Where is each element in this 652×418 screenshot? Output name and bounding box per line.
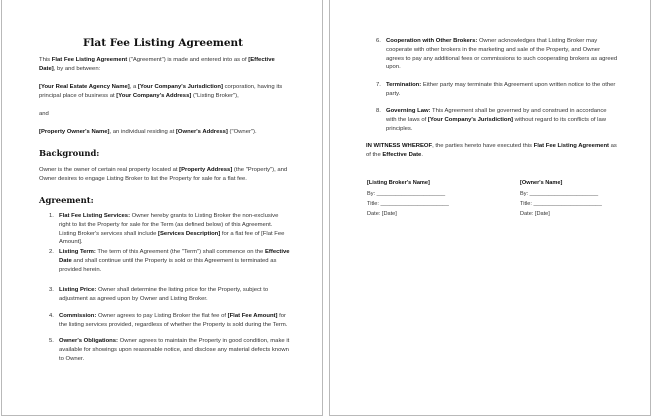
text-run: Owner hereby grants to Listing Broker the non-exclusive right to list the Property for sale for the Term (as defined below) of this Agreement. Listing Broker's services shall include [59, 213, 279, 237]
text-run: ("Agreement") is made and entered into as of [127, 57, 249, 63]
list-item-number: 5. [49, 338, 54, 344]
text-run: ("Listing Broker"), [191, 92, 239, 99]
text-run: without regard to its conflicts of law principles. [386, 116, 606, 132]
bold-text-run: Termination: [386, 82, 422, 88]
text-run: This [39, 57, 52, 63]
text-run: as of the [366, 143, 617, 158]
bold-text-run: Flat Fee Listing Agreement [533, 143, 610, 149]
text-run: . [421, 151, 423, 158]
bold-text-run: Flat Fee Listing Agreement [51, 57, 128, 63]
text-run: and [39, 111, 49, 117]
list-item [386, 107, 618, 133]
list-item [59, 248, 291, 274]
text-run: Owner acknowledges that Listing Broker may cooperate with other brokers in the marketing and sale of the Property, and Owner agrees to pay any additional fees or commissions to such cooperating brokers as agreed upon. [386, 38, 618, 71]
text-run: for a flat fee of [Flat Fee Amount]. [59, 230, 285, 246]
text-run: Owner shall determine the listing price for the Property, subject to adjustment as agreed upon by Owner and Listing Broker. [59, 287, 269, 302]
agreement-heading: Agreement: [39, 195, 94, 205]
text-run: for the listing services provided, regardless of whether the Property is sold during the Term. [59, 313, 288, 328]
list-item [59, 286, 291, 304]
text-run: The term of this Agreement (the "Term") shall commence on the [95, 249, 265, 255]
bold-text-run: Listing Price: [59, 287, 97, 293]
bold-text-run: [Services Description] [158, 230, 221, 237]
signature-date: Date: [Date] [520, 211, 550, 217]
bold-text-run: IN WITNESS WHEREOF [366, 143, 433, 149]
list-item [386, 37, 618, 72]
bold-text-run: Owner's Obligations: [59, 338, 119, 344]
bold-text-run: [Your Company's Address] [116, 92, 192, 99]
text-run: Owner agrees to maintain the Property in good condition, make it available for showings upon reasonable notice, and disclose any material defects known to Owner. [59, 338, 290, 362]
document-page-1 [1, 0, 323, 416]
bold-text-run: Cooperation with Other Brokers: [386, 38, 478, 44]
signature-title: Title: ______________________ [367, 201, 449, 207]
list-item-number: 4. [49, 313, 54, 319]
list-item-number: 3. [49, 287, 54, 293]
bold-text-run: [Owner's Address] [175, 129, 228, 135]
signature-by: By: ______________________ [367, 191, 446, 197]
party2-paragraph [39, 128, 289, 137]
text-run: Owner agrees to pay Listing Broker the flat fee of [96, 313, 228, 319]
background-paragraph [39, 166, 289, 184]
text-run: This Agreement shall be governed by and construed in accordance with the laws of [386, 108, 607, 123]
signature-date: Date: [Date] [367, 211, 397, 217]
background-heading: Background: [39, 148, 100, 158]
intro-paragraph [39, 56, 289, 74]
list-item-number: 6. [376, 38, 381, 44]
document-page-2 [329, 0, 651, 416]
list-item-number: 8. [376, 108, 381, 114]
signature-block-owner [520, 180, 602, 217]
party1-paragraph [39, 83, 289, 101]
bold-text-run: [Flat Fee Amount] [227, 313, 278, 319]
text-run: Either party may terminate this Agreement upon written notice to the other party. [386, 82, 616, 97]
list-item [59, 337, 291, 363]
signature-by: By: ______________________ [520, 191, 599, 197]
signature-title: Title: ______________________ [520, 201, 602, 207]
text-run: , by and between: [53, 65, 101, 72]
witness-paragraph [366, 142, 621, 160]
bold-text-run: [Property Address] [179, 167, 233, 173]
list-item-number: 2. [49, 249, 54, 255]
document-title: Flat Fee Listing Agreement [82, 37, 244, 49]
bold-text-run: [Your Real Estate Agency Name] [39, 84, 130, 90]
bold-text-run: Listing Term: [59, 249, 96, 255]
bold-text-run: Commission: [59, 313, 97, 319]
signature-name: [Listing Broker's Name] [367, 180, 430, 186]
list-item [59, 312, 291, 330]
text-run: (the "Property"), and Owner desires to engage Listing Broker to list the Property for sale for a flat fee. [39, 167, 288, 182]
text-run: corporation, having its principal place of business at [39, 84, 283, 99]
bold-text-run: Governing Law: [386, 108, 431, 114]
bold-text-run: Effective Date [382, 151, 422, 158]
text-run: Owner is the owner of certain real property located at [39, 167, 180, 173]
text-run: , an individual residing at [109, 129, 176, 135]
text-run: , a [129, 84, 138, 90]
list-item [59, 212, 291, 247]
text-run: and shall continue until the Property is sold or this Agreement is terminated as provided herein. [59, 257, 277, 273]
text-run: , the parties hereto have executed this [432, 143, 534, 149]
text-run: ("Owner"). [227, 129, 257, 135]
bold-text-run: [Your Company's Jurisdiction] [427, 116, 513, 123]
list-item-number: 1. [49, 213, 54, 219]
bold-text-run: [Effective Date] [39, 57, 275, 72]
bold-text-run: [Property Owner's Name] [39, 129, 110, 135]
signature-block-broker [367, 180, 449, 217]
list-item [386, 81, 618, 99]
signature-name: [Owner's Name] [520, 180, 563, 186]
bold-text-run: [Your Company's Jurisdiction] [137, 84, 223, 90]
and-paragraph [39, 110, 289, 119]
bold-text-run: Effective Date [59, 249, 290, 264]
bold-text-run: Flat Fee Listing Services: [59, 213, 131, 219]
list-item-number: 7. [376, 82, 381, 88]
